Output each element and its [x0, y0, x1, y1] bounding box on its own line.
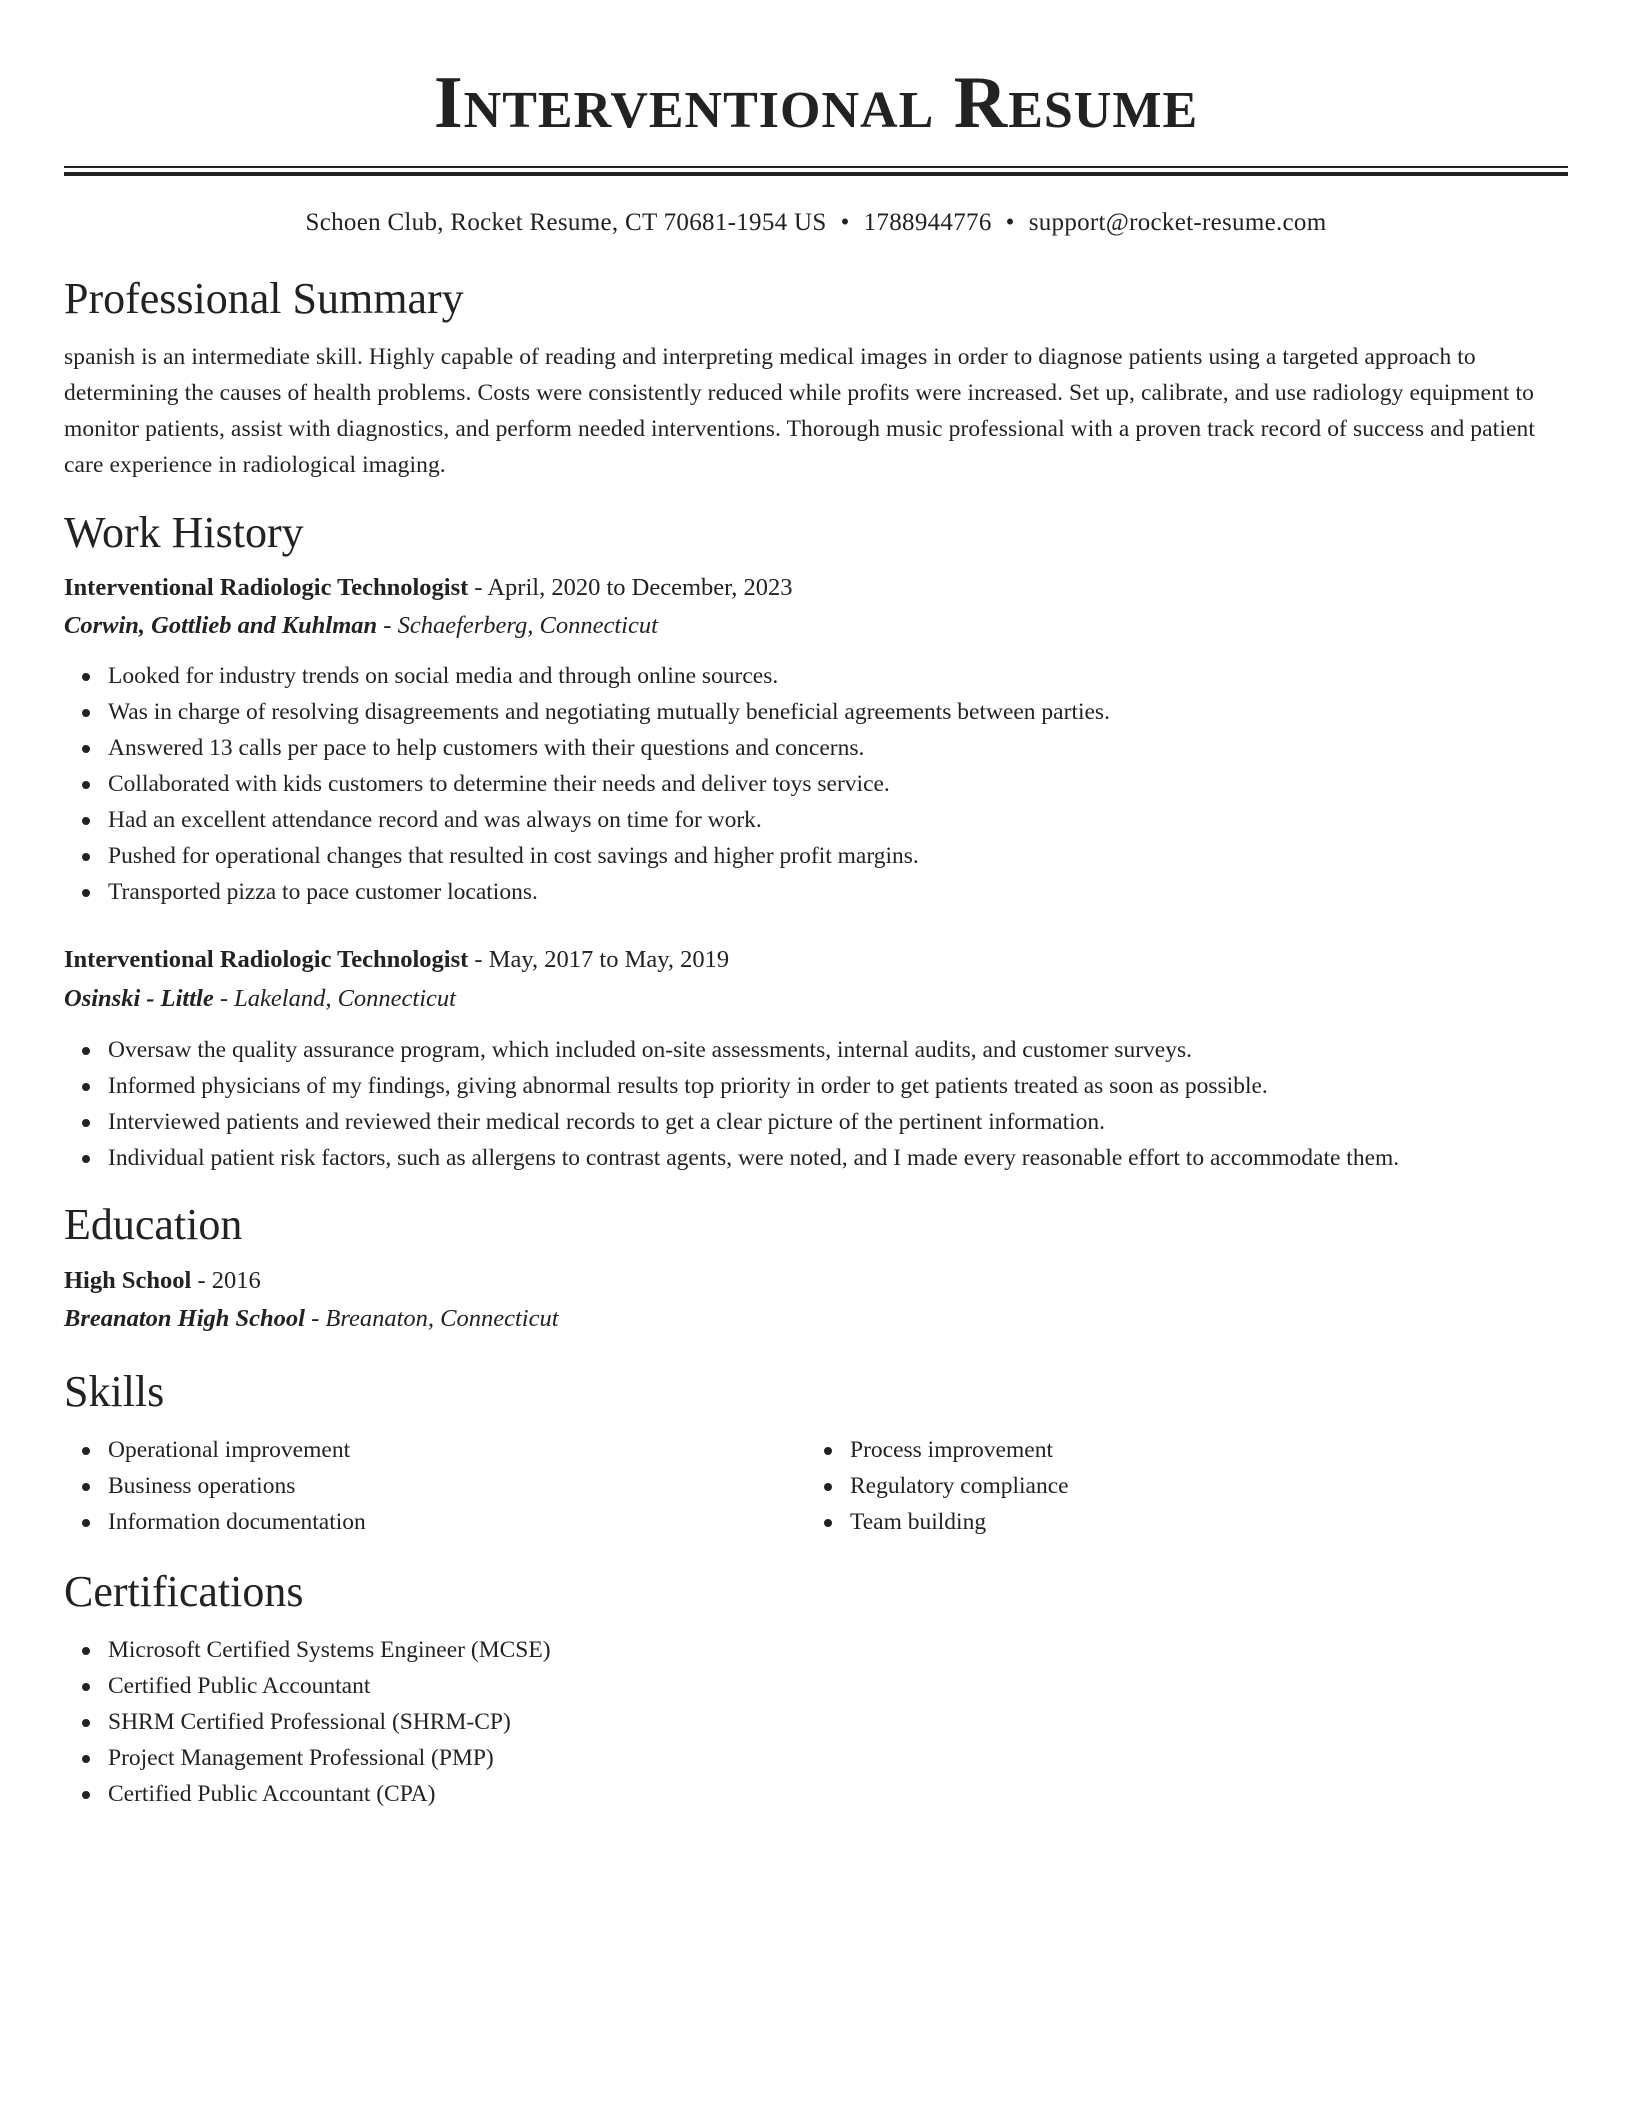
certifications-list	[64, 1632, 1568, 1812]
resume-title: Interventional Resume	[433, 62, 1199, 144]
contact-separator: •	[1005, 209, 1015, 236]
list-item: Team building	[850, 1504, 1548, 1540]
education-school-line	[64, 1301, 1568, 1337]
list-item: Individual patient risk factors, such as allergens to contrast agents, were noted, and I made every reasonable effort to accommodate them.	[108, 1140, 1568, 1176]
list-item: Microsoft Certified Systems Engineer (MCSE)	[108, 1632, 1568, 1668]
job-company-line	[64, 981, 1568, 1017]
list-item: Certified Public Accountant	[108, 1668, 1568, 1704]
job-company: Osinski - Little	[64, 985, 214, 1012]
certifications-heading: Certifications	[64, 1567, 304, 1616]
resume-page	[64, 0, 1568, 1812]
job-title: Interventional Radiologic Technologist	[64, 574, 469, 601]
list-item: Business operations	[108, 1468, 806, 1504]
job-location: - Lakeland, Connecticut	[213, 985, 456, 1012]
education-location: - Breanaton, Connecticut	[304, 1305, 559, 1332]
skills-list-right	[806, 1432, 1548, 1540]
job-duties-list	[64, 1032, 1568, 1176]
job-title: Interventional Radiologic Technologist	[64, 946, 469, 973]
list-item: Informed physicians of my findings, giving abnormal results top priority in order to get patients treated as soon as possible.	[108, 1068, 1568, 1104]
list-item: Collaborated with kids customers to determine their needs and deliver toys service.	[108, 766, 1568, 802]
list-item: Was in charge of resolving disagreements and negotiating mutually beneficial agreements between parties.	[108, 694, 1568, 730]
list-item: Pushed for operational changes that resulted in cost savings and higher profit margins.	[108, 838, 1568, 874]
job-title-line	[64, 570, 1568, 606]
job-entry	[64, 570, 1568, 910]
list-item: Information documentation	[108, 1504, 806, 1540]
skills-list-left	[64, 1432, 806, 1540]
contact-line	[64, 208, 1568, 238]
contact-phone: 1788944776	[863, 209, 992, 236]
contact-address: Schoen Club, Rocket Resume, CT 70681-1954 US	[305, 209, 827, 236]
job-title-line	[64, 942, 1568, 978]
list-item: Process improvement	[850, 1432, 1548, 1468]
list-item: Project Management Professional (PMP)	[108, 1740, 1568, 1776]
job-duties-list	[64, 658, 1568, 910]
education-school: Breanaton High School	[64, 1305, 305, 1332]
summary-text: spanish is an intermediate skill. Highly capable of reading and interpreting medical images in order to diagnose patients using a targeted approach to determining the causes of health problems. Costs were consistently reduced while profits were increased. Set up, calibrate, and use radiology equipment to monitor patients, assist with diagnostics, and perform needed interventions. Thorough music professional with a proven track record of success and patient care experience in radiological imaging.	[64, 344, 1535, 478]
summary-heading: Professional Summary	[64, 274, 464, 323]
list-item: Had an excellent attendance record and was always on time for work.	[108, 802, 1568, 838]
list-item: Looked for industry trends on social media and through online sources.	[108, 658, 1568, 694]
job-dates: - May, 2017 to May, 2019	[468, 946, 730, 973]
contact-separator: •	[840, 209, 850, 236]
list-item: Oversaw the quality assurance program, which included on-site assessments, internal audits, and customer surveys.	[108, 1032, 1568, 1068]
education-degree-line	[64, 1263, 1568, 1299]
list-item: Regulatory compliance	[850, 1468, 1548, 1504]
list-item: SHRM Certified Professional (SHRM-CP)	[108, 1704, 1568, 1740]
job-dates: - April, 2020 to December, 2023	[468, 574, 793, 601]
education-heading: Education	[64, 1200, 243, 1249]
title-divider	[64, 166, 1568, 176]
contact-email[interactable]: support@rocket-resume.com	[1028, 209, 1327, 236]
list-item: Interviewed patients and reviewed their medical records to get a clear picture of the pertinent information.	[108, 1104, 1568, 1140]
education-degree: High School	[64, 1267, 192, 1294]
job-location: - Schaeferberg, Connecticut	[377, 612, 658, 639]
list-item: Transported pizza to pace customer locations.	[108, 874, 1568, 910]
list-item: Operational improvement	[108, 1432, 806, 1468]
education-entry	[64, 1263, 1568, 1337]
job-company-line	[64, 608, 1568, 644]
skills-columns	[64, 1432, 1568, 1540]
skills-heading: Skills	[64, 1367, 165, 1416]
job-entry	[64, 942, 1568, 1176]
list-item: Answered 13 calls per pace to help customers with their questions and concerns.	[108, 730, 1568, 766]
education-year: - 2016	[191, 1267, 261, 1294]
work-history-heading: Work History	[64, 508, 304, 557]
job-company: Corwin, Gottlieb and Kuhlman	[64, 612, 378, 639]
list-item: Certified Public Accountant (CPA)	[108, 1776, 1568, 1812]
